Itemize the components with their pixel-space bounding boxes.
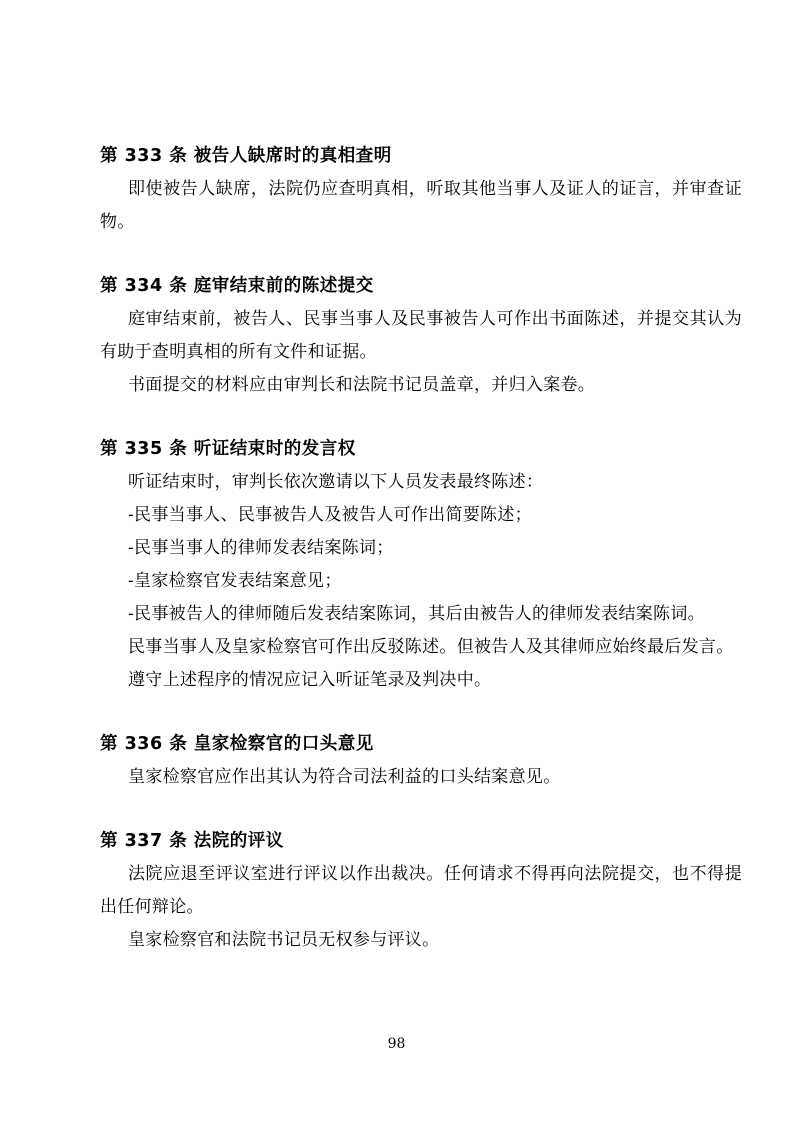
paragraph: 听证结束时，审判长依次邀请以下人员发表最终陈述： (128, 472, 544, 492)
article-337 (100, 825, 742, 957)
paragraph: 书面提交的材料应由审判长和法院书记员盖章，并归入案卷。 (128, 375, 596, 395)
paragraph: 庭审结束前，被告人、民事当事人及民事被告人可作出书面陈述，并提交其认为有助于查明真相的所有文件和证据。 (100, 309, 742, 362)
paragraph: 民事当事人及皇家检察官可作出反驳陈述。但被告人及其律师应始终最后发言。 (128, 637, 734, 657)
list-item-paragraph: -民事被告人的律师随后发表结案陈词，其后由被告人的律师发表结案陈词。 (128, 604, 705, 624)
article-333 (100, 140, 742, 239)
article-335 (100, 433, 742, 697)
document-content (100, 140, 742, 957)
article-333-heading: 第 333 条 被告人缺席时的真相查明 (100, 146, 392, 166)
paragraph: 即使被告人缺席，法院仍应查明真相，听取其他当事人及证人的证言，并审查证物。 (100, 179, 742, 232)
article-334 (100, 270, 742, 402)
list-item-paragraph: -民事当事人、民事被告人及被告人可作出简要陈述； (128, 505, 532, 525)
list-item-paragraph: -民事当事人的律师发表结案陈词； (128, 538, 394, 558)
list-item-paragraph: -皇家检察官发表结案意见； (128, 571, 342, 591)
article-334-heading: 第 334 条 庭审结束前的陈述提交 (100, 276, 374, 296)
article-336 (100, 728, 742, 794)
article-335-heading: 第 335 条 听证结束时的发言权 (100, 439, 356, 459)
paragraph: 遵守上述程序的情况应记入听证笔录及判决中。 (128, 670, 492, 690)
paragraph: 法院应退至评议室进行评议以作出裁决。任何请求不得再向法院提交，也不得提出任何辩论。 (100, 864, 742, 917)
paragraph: 皇家检察官和法院书记员无权参与评议。 (128, 930, 440, 950)
article-337-heading: 第 337 条 法院的评议 (100, 831, 284, 851)
page-number: 98 (387, 1036, 406, 1052)
paragraph: 皇家检察官应作出其认为符合司法利益的口头结案意见。 (128, 767, 561, 787)
article-336-heading: 第 336 条 皇家检察官的口头意见 (100, 734, 374, 754)
